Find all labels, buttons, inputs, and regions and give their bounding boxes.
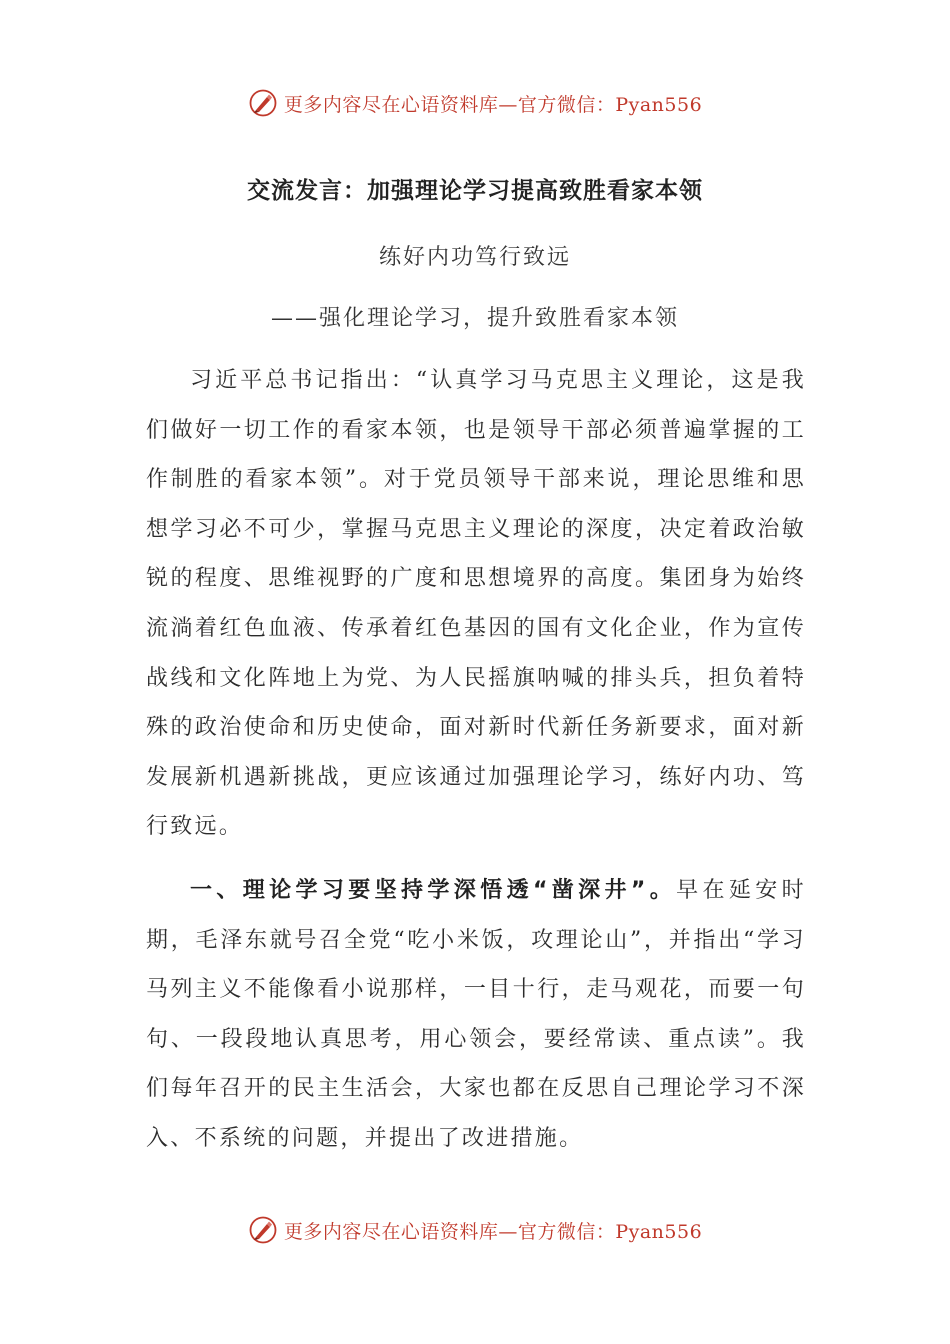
document-subtitle-secondary: ——强化理论学习，提升致胜看家本领: [270, 306, 679, 331]
watermark-footer: [0, 1213, 950, 1247]
watermark-text: 更多内容尽在心语资料库—官方微信：Pyan556: [283, 1220, 703, 1243]
body-paragraph-section-1: [146, 866, 806, 1164]
section-heading-1: 一、理论学习要坚持学深悟透“凿深井”。: [190, 878, 677, 903]
pen-nib-icon: [248, 88, 278, 118]
document-title: 交流发言：加强理论学习提高致胜看家本领: [247, 178, 703, 204]
pen-nib-icon: [248, 1215, 278, 1245]
watermark-header: [0, 86, 950, 120]
body-paragraph-intro: 习近平总书记指出：“认真学习马克思主义理论，这是我们做好一切工作的看家本领，也是领导干部必须普遍掌握的工作制胜的看家本领”。对于党员领导干部来说，理论思维和思想学习必不可少，掌握马克思主义理论的深度，决定着政治敏锐的程度、思维视野的广度和思想境界的高度。集团身为始终流淌着红色血液、传承着红色基因的国有文化企业，作为宣传战线和文化阵地上为党、为人民摇旗呐喊的排头兵，担负着特殊的政治使命和历史使命，面对新时代新任务新要求，面对新发展新机遇新挑战，更应该通过加强理论学习，练好内功、笃行致远。: [146, 368, 806, 840]
watermark-text: 更多内容尽在心语资料库—官方微信：Pyan556: [283, 93, 703, 116]
section-body-1: 早在延安时期，毛泽东就号召全党“吃小米饭，攻理论山”，并指出“学习马列主义不能像看小说那样，一目十行，走马观花，而要一句句、一段段地认真思考，用心领会，要经常读、重点读”。我们每年召开的民主生活会，大家也都在反思自己理论学习不深入、不系统的问题，并提出了改进措施。: [146, 878, 806, 1151]
document-subtitle-main: 练好内功笃行致远: [378, 245, 571, 270]
